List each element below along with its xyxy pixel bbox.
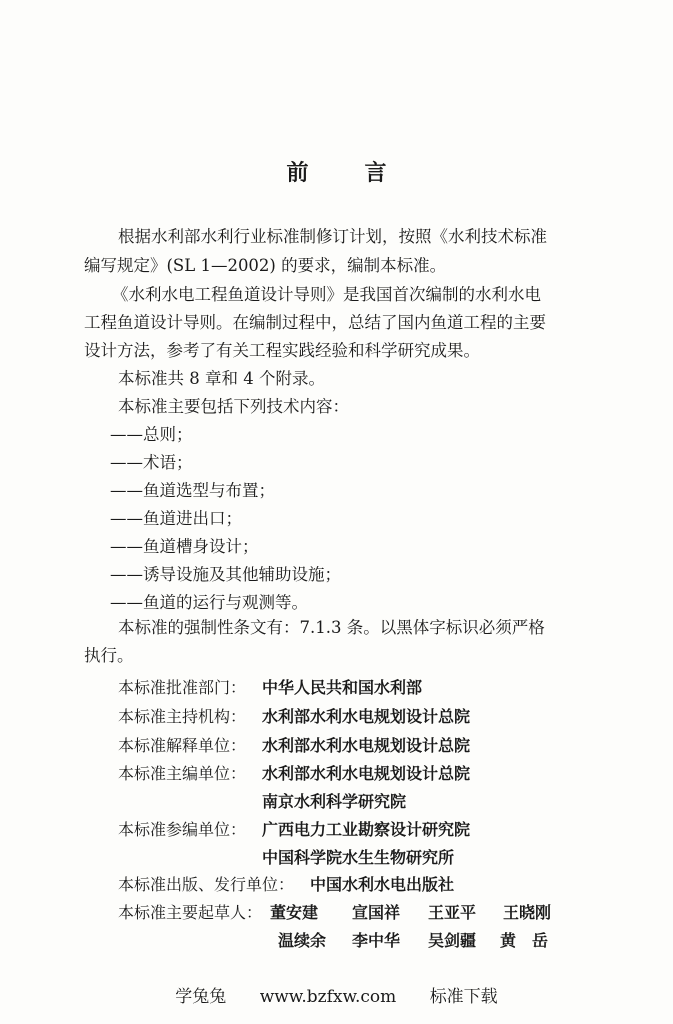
chief-editor-label: 本标准主编单位： <box>118 764 247 783</box>
drafter-name: 董安建 <box>270 903 319 922</box>
content-item: ——术语； <box>110 453 193 472</box>
page-title <box>0 156 673 187</box>
drafter-name: 李中华 <box>352 931 401 950</box>
publisher-value: 中国水利水电出版社 <box>310 875 455 894</box>
participant-value-2: 中国科学院水生生物研究所 <box>262 848 455 867</box>
paragraph-1-line-2: 编写规定》(SL 1—2002) 的要求，编制本标准。 <box>84 256 447 275</box>
interpret-value: 水利部水利水电规划设计总院 <box>262 736 471 755</box>
drafter-name: 黄 岳 <box>500 931 549 950</box>
title-char-2: 言 <box>364 161 387 186</box>
approval-value: 中华人民共和国水利部 <box>262 678 423 697</box>
footer-site-name: 学兔兔 <box>175 987 227 1007</box>
content-item: ——总则； <box>110 425 193 444</box>
chief-editor-value-1: 水利部水利水电规划设计总院 <box>262 764 471 783</box>
content-item: ——诱导设施及其他辅助设施； <box>110 565 341 584</box>
footer-tagline: 标准下载 <box>429 987 498 1007</box>
participant-label: 本标准参编单位： <box>118 820 247 839</box>
host-label: 本标准主持机构： <box>118 707 247 726</box>
host-value: 水利部水利水电规划设计总院 <box>262 707 471 726</box>
paragraph-5-line-1: 本标准的强制性条文有：7.1.3 条。以黑体字标识必须严格 <box>118 618 545 637</box>
drafter-name: 王亚平 <box>428 903 477 922</box>
drafter-name: 宣国祥 <box>352 903 401 922</box>
footer-watermark <box>0 982 673 1007</box>
paragraph-4: 本标准主要包括下列技术内容： <box>118 397 349 416</box>
interpret-label: 本标准解释单位： <box>118 736 247 755</box>
drafter-name: 温续余 <box>278 931 327 950</box>
publisher-label: 本标准出版、发行单位： <box>118 875 295 894</box>
approval-label: 本标准批准部门： <box>118 678 247 697</box>
paragraph-2-line-2: 工程鱼道设计导则。在编制过程中，总结了国内鱼道工程的主要 <box>84 313 546 332</box>
drafter-name: 王晓刚 <box>503 903 552 922</box>
participant-value-1: 广西电力工业勘察设计研究院 <box>262 820 471 839</box>
content-item: ——鱼道选型与布置； <box>110 481 275 500</box>
paragraph-3: 本标准共 8 章和 4 个附录。 <box>118 369 325 388</box>
paragraph-2-line-3: 设计方法，参考了有关工程实践经验和科学研究成果。 <box>84 341 480 360</box>
paragraph-2-line-1: 《水利水电工程鱼道设计导则》是我国首次编制的水利水电 <box>112 285 541 304</box>
footer-url[interactable]: www.bzfxw.com <box>259 987 397 1007</box>
content-item: ——鱼道槽身设计； <box>110 537 259 556</box>
drafters-label: 本标准主要起草人： <box>118 903 263 922</box>
title-char-1: 前 <box>286 161 309 186</box>
drafter-name: 吴剑疆 <box>428 931 477 950</box>
chief-editor-value-2: 南京水利科学研究院 <box>262 792 407 811</box>
content-item: ——鱼道进出口； <box>110 509 242 528</box>
paragraph-5-line-2: 执行。 <box>84 646 134 665</box>
paragraph-1-line-1: 根据水利部水利行业标准制修订计划，按照《水利技术标准 <box>118 227 547 246</box>
content-item: ——鱼道的运行与观测等。 <box>110 593 308 612</box>
